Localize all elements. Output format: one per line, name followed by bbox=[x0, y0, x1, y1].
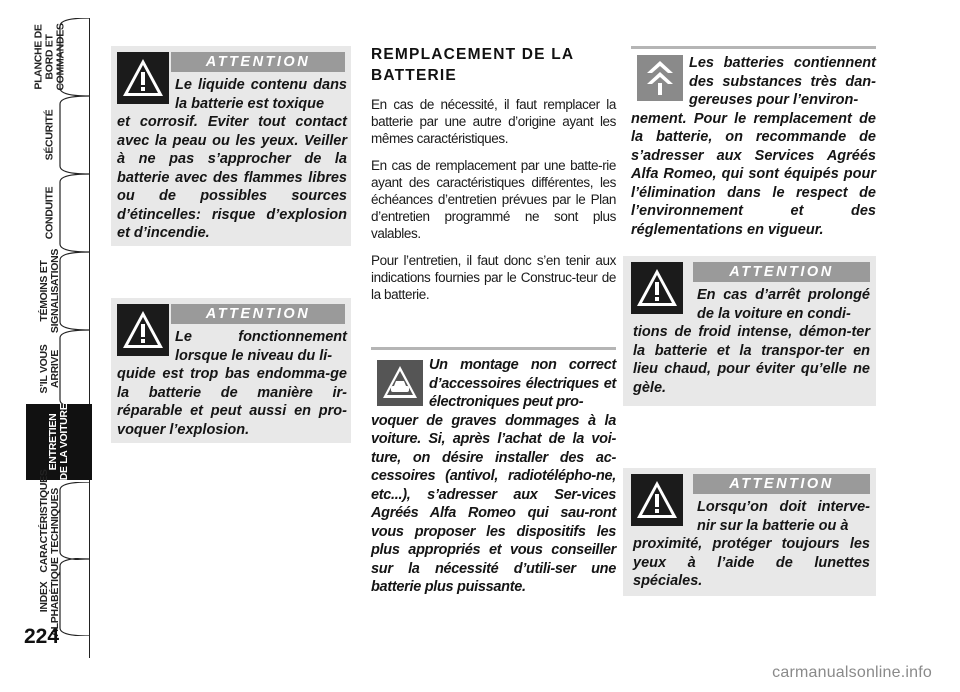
tab-planche-de-bord[interactable] bbox=[0, 18, 89, 96]
tab-securite[interactable] bbox=[0, 96, 89, 174]
paragraph: Pour l’entretien, il faut donc s’en tenir aux indications fournies par le Construc-teur de la batterie. bbox=[371, 253, 616, 302]
warning-box-toxic bbox=[111, 46, 351, 246]
watermark: carmanualsonline.info bbox=[772, 664, 932, 681]
section-title: REMPLACEMENT DE LA BATTERIE bbox=[371, 46, 574, 84]
paragraph: En cas de remplacement par une batte-rie ayant des caractéristiques différentes, les échéances d’entretien prévues par le Plan d’entretien programmé ne sont plus valables. bbox=[371, 158, 616, 241]
tab-temoins[interactable] bbox=[0, 248, 89, 334]
warning-box-eye-protection bbox=[623, 468, 876, 596]
warning-text: Le liquide contenu dans la batterie est toxique et corrosif. Eviter tout contact avec la peau ou les yeux. Veiller à ne pas s’approcher de la batterie avec des flammes libres ou de possibles sources d’étincelles: risque d’explosion et d’incendie. bbox=[117, 77, 347, 241]
warning-text: En cas d’arrêt prolongé de la voiture en condi- tions de froid intense, démon-ter la batterie et la transpor-ter en lieu chaud, pour éviter qu’elle ne gèle. bbox=[633, 287, 870, 396]
tab-label: ENTRETIEN DE LA VOITURE bbox=[47, 403, 70, 481]
tab-sil-vous-arrive[interactable] bbox=[0, 330, 89, 408]
warning-box-cold bbox=[623, 256, 876, 406]
tab-label: INDEX ALPHABÉTIQUE bbox=[38, 557, 61, 637]
tab-label: PLANCHE DE BORD ET COMMANDES bbox=[32, 23, 67, 91]
warning-box-low-level bbox=[111, 298, 351, 443]
tab-conduite[interactable] bbox=[0, 174, 89, 252]
tab-label: S’IL VOUS ARRIVE bbox=[38, 344, 61, 394]
sidebar-edge-line bbox=[89, 18, 90, 658]
warning-text: Lorsqu’on doit interve-nir sur la batterie ou à proximité, protéger toujours les yeux à l’aide de lunettes spéciales. bbox=[633, 499, 870, 589]
env-box-disposal bbox=[631, 49, 876, 244]
attention-bar bbox=[171, 52, 345, 72]
attention-heading: ATTENTION bbox=[729, 264, 834, 280]
attention-bar bbox=[171, 304, 345, 324]
attention-bar bbox=[693, 474, 870, 494]
warning-text: Le fonctionnement lorsque le niveau du li- quide est trop bas endomma-ge la batterie de manière ir-réparable et peut aussi en pro-voquer l’explosion. bbox=[117, 329, 347, 438]
tab-label: SÉCURITÉ bbox=[43, 109, 56, 161]
env-text: Les batteries contiennent des substances très dan-gereuses pour l’environ- nement. Pour le remplacement de la batterie, on recommande de s’adresser aux Services Agréés Alfa Romeo, qui sont équipés pour l’élimination dans le respect de l’environnement et des réglementations en vigueur. bbox=[631, 55, 876, 238]
note-text: Un montage non correct d’accessoires électriques et électroniques peut pro- voquer de graves dommages à la voiture. Si, après l’achat de la voi-ture, on désire installer des ac-cessoires (antivol, radiotélépho-ne, etc...), s’adresser aux Ser-vices Agréés Alfa Romeo qui sau-ront vous proposer les dispositifs les plus appropriés et vous conseiller sur la nécessité d’utili-ser une batterie plus puissante. bbox=[371, 357, 616, 595]
body-text bbox=[371, 96, 616, 313]
tab-caracteristiques[interactable] bbox=[0, 469, 89, 573]
attention-bar bbox=[693, 262, 870, 282]
tab-label: TÉMOINS ET SIGNALISATIONS bbox=[38, 248, 61, 334]
attention-heading: ATTENTION bbox=[205, 306, 311, 322]
tab-label: CONDUITE bbox=[43, 186, 56, 240]
paragraph: En cas de nécessité, il faut remplacer la batterie par une autre d’origine ayant les mêmes caractéristiques. bbox=[371, 97, 616, 146]
tab-label: CARACTÉRISTIQUES TECHNIQUES bbox=[38, 469, 61, 573]
note-box-accessories bbox=[371, 350, 616, 605]
attention-heading: ATTENTION bbox=[205, 54, 311, 70]
page-number: 224 bbox=[24, 625, 60, 648]
attention-heading: ATTENTION bbox=[729, 476, 834, 492]
chapter-sidebar bbox=[0, 0, 100, 692]
